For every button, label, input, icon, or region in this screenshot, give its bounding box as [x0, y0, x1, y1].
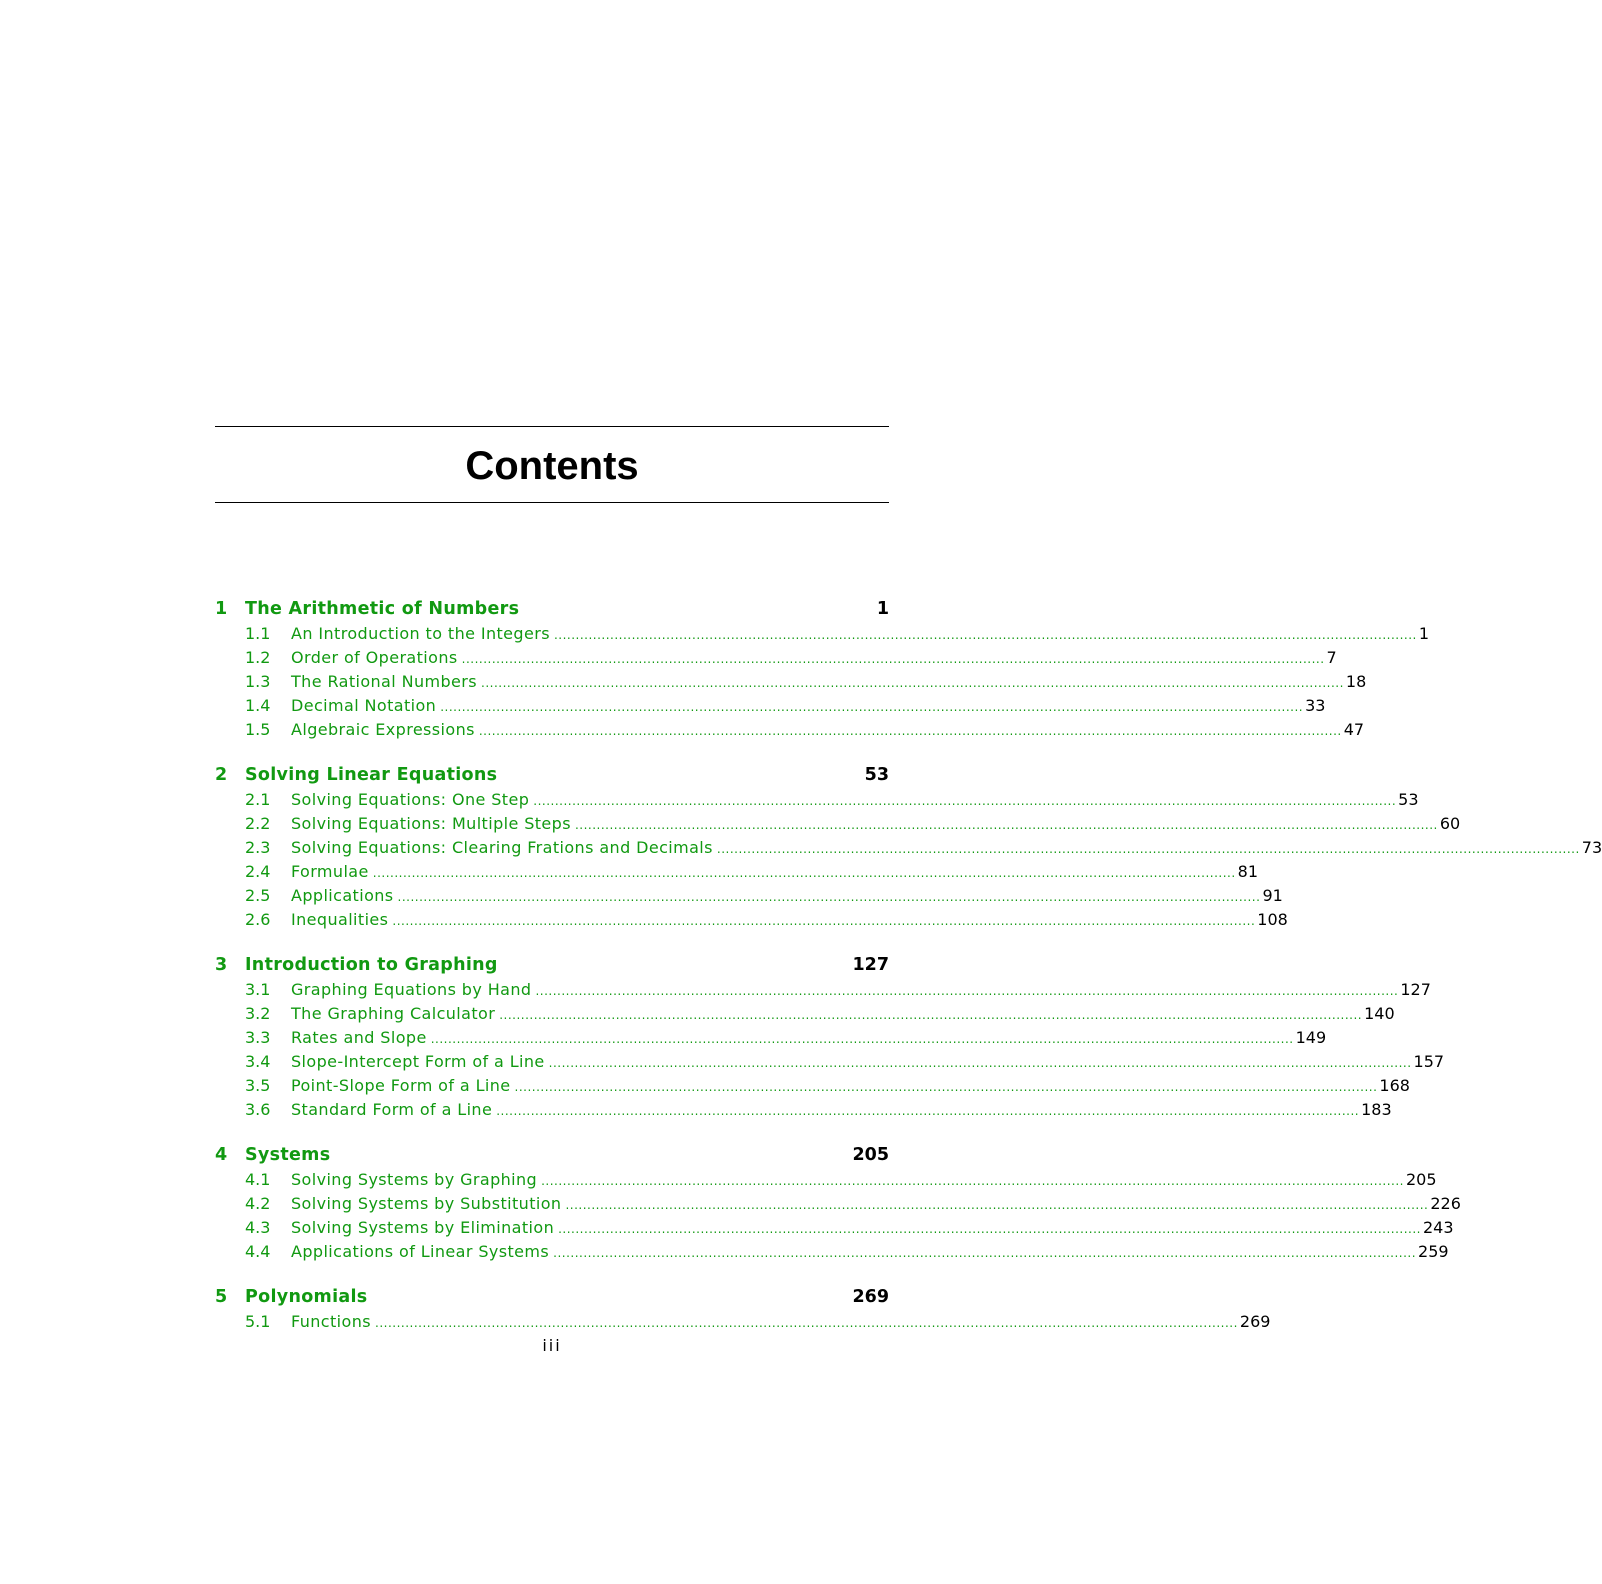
- section-number: 1.2: [245, 648, 271, 667]
- chapter-1: [215, 597, 1430, 742]
- section-row[interactable]: [215, 1192, 1461, 1216]
- chapter-page: 205: [852, 1145, 889, 1165]
- section-title-link[interactable]: Standard Form of a Line: [291, 1100, 493, 1119]
- dot-leader: ........................................................................................................................................................................................................: [397, 890, 1261, 904]
- section-number: 1.3: [245, 672, 271, 691]
- chapter-number: 1: [215, 599, 228, 619]
- section-row[interactable]: [215, 812, 1461, 836]
- dot-leader: ........................................................................................................................................................................................................: [496, 1104, 1360, 1118]
- dot-leader: ........................................................................................................................................................................................................: [514, 1080, 1378, 1094]
- section-page: 149: [1295, 1028, 1327, 1047]
- section-row[interactable]: [215, 646, 1337, 670]
- section-page: 33: [1305, 696, 1326, 715]
- chapter-page: 1: [876, 599, 889, 619]
- section-number: 2.1: [245, 790, 271, 809]
- section-title-link[interactable]: Solving Equations: Clearing Frations and Decimals: [291, 838, 713, 857]
- section-title-link[interactable]: Applications: [291, 886, 394, 905]
- section-number: 4.1: [245, 1170, 271, 1189]
- section-page: 243: [1423, 1218, 1454, 1237]
- section-number: 3.4: [245, 1052, 271, 1071]
- section-page: 259: [1418, 1242, 1449, 1261]
- dot-leader: ........................................................................................................................................................................................................: [478, 724, 1342, 738]
- section-page: 226: [1430, 1194, 1461, 1213]
- dot-leader: ........................................................................................................................................................................................................: [574, 818, 1438, 832]
- section-number: 2.2: [245, 814, 271, 833]
- section-number: 4.4: [245, 1242, 271, 1261]
- chapter-row[interactable]: [215, 1143, 889, 1168]
- dot-leader: ........................................................................................................................................................................................................: [481, 676, 1344, 690]
- section-row[interactable]: [215, 836, 1602, 860]
- section-title-link[interactable]: Point-Slope Form of a Line: [291, 1076, 511, 1095]
- section-page: 157: [1413, 1052, 1445, 1071]
- section-page: 205: [1406, 1170, 1437, 1189]
- chapter-title-link[interactable]: Polynomials: [245, 1287, 368, 1307]
- section-title-link[interactable]: Inequalities: [291, 910, 389, 929]
- section-row[interactable]: [215, 670, 1367, 694]
- section-title-link[interactable]: Rates and Slope: [291, 1028, 427, 1047]
- section-number: 2.3: [245, 838, 271, 857]
- table-of-contents: [215, 597, 1602, 1355]
- section-page: 183: [1361, 1100, 1392, 1119]
- section-number: 3.5: [245, 1076, 271, 1095]
- section-page: 53: [1398, 790, 1419, 809]
- dot-leader: ........................................................................................................................................................................................................: [499, 1008, 1363, 1022]
- dot-leader: ........................................................................................................................................................................................................: [461, 652, 1325, 666]
- section-title-link[interactable]: An Introduction to the Integers: [291, 624, 550, 643]
- section-title-link[interactable]: Solving Systems by Substitution: [291, 1194, 562, 1213]
- section-number: 3.2: [245, 1004, 271, 1023]
- section-row[interactable]: [215, 978, 1431, 1002]
- section-number: 3.3: [245, 1028, 271, 1047]
- section-title-link[interactable]: Formulae: [291, 862, 369, 881]
- section-row[interactable]: [215, 1310, 1271, 1334]
- chapter-2: [215, 763, 1602, 932]
- section-row[interactable]: [215, 1098, 1392, 1122]
- dot-leader: ........................................................................................................................................................................................................: [440, 700, 1304, 714]
- section-row[interactable]: [215, 908, 1288, 932]
- section-row[interactable]: [215, 1026, 1327, 1050]
- section-page: 7: [1326, 648, 1337, 667]
- dot-leader: ........................................................................................................................................................................................................: [430, 1032, 1294, 1046]
- chapter-number: 5: [215, 1287, 228, 1307]
- section-row[interactable]: [215, 860, 1258, 884]
- chapter-title-link[interactable]: Systems: [245, 1145, 331, 1165]
- chapter-row[interactable]: [215, 763, 889, 788]
- section-page: 108: [1257, 910, 1288, 929]
- section-row[interactable]: [215, 788, 1419, 812]
- section-page: 60: [1439, 814, 1461, 833]
- section-page: 168: [1379, 1076, 1410, 1095]
- section-number: 1.1: [245, 624, 271, 643]
- chapter-title-link[interactable]: Introduction to Graphing: [245, 955, 498, 975]
- chapter-row[interactable]: [215, 1285, 889, 1310]
- chapter-number: 4: [215, 1145, 228, 1165]
- section-title-link[interactable]: Algebraic Expressions: [291, 720, 475, 739]
- section-row[interactable]: [215, 1168, 1437, 1192]
- chapter-page: 53: [864, 765, 889, 785]
- dot-leader: ........................................................................................................................................................................................................: [716, 842, 1580, 856]
- section-number: 3.6: [245, 1100, 271, 1119]
- dot-leader: ........................................................................................................................................................................................................: [553, 1246, 1417, 1260]
- section-page: 47: [1343, 720, 1365, 739]
- title-rule-top: [215, 426, 889, 427]
- section-title-link[interactable]: Solving Equations: One Step: [291, 790, 530, 809]
- section-row[interactable]: [215, 1240, 1449, 1264]
- page-number: iii: [542, 1336, 562, 1355]
- section-row[interactable]: [215, 622, 1430, 646]
- chapter-page: 269: [852, 1287, 889, 1307]
- section-page: 18: [1345, 672, 1367, 691]
- chapter-row[interactable]: [215, 597, 889, 622]
- section-row[interactable]: [215, 694, 1326, 718]
- section-title-link[interactable]: The Rational Numbers: [291, 672, 478, 691]
- section-number: 3.1: [245, 980, 271, 999]
- section-page: 91: [1262, 886, 1283, 905]
- section-number: 1.5: [245, 720, 271, 739]
- dot-leader: ........................................................................................................................................................................................................: [558, 1222, 1421, 1236]
- section-number: 5.1: [245, 1312, 271, 1331]
- section-number: 4.3: [245, 1218, 271, 1237]
- section-row[interactable]: [215, 1050, 1445, 1074]
- section-row[interactable]: [215, 1002, 1395, 1026]
- section-title-link[interactable]: Functions: [291, 1312, 371, 1331]
- page-title: Contents: [465, 444, 639, 488]
- dot-leader: ........................................................................................................................................................................................................: [535, 984, 1399, 998]
- chapter-4: [215, 1143, 1461, 1264]
- section-number: 2.6: [245, 910, 271, 929]
- dot-leader: ........................................................................................................................................................................................................: [372, 866, 1236, 880]
- section-title-link[interactable]: The Graphing Calculator: [291, 1004, 496, 1023]
- section-number: 2.4: [245, 862, 271, 881]
- dot-leader: ........................................................................................................................................................................................................: [533, 794, 1397, 808]
- dot-leader: ........................................................................................................................................................................................................: [392, 914, 1256, 928]
- dot-leader: ........................................................................................................................................................................................................: [541, 1174, 1404, 1188]
- section-page: 140: [1364, 1004, 1395, 1023]
- section-number: 1.4: [245, 696, 271, 715]
- section-number: 2.5: [245, 886, 271, 905]
- section-page: 1: [1418, 624, 1430, 643]
- section-title-link[interactable]: Solving Systems by Elimination: [291, 1218, 555, 1237]
- section-title-link[interactable]: Slope-Intercept Form of a Line: [291, 1052, 545, 1071]
- section-page: 127: [1400, 980, 1431, 999]
- section-title-link[interactable]: Order of Operations: [291, 648, 458, 667]
- section-row[interactable]: [215, 1074, 1410, 1098]
- section-page: 81: [1237, 862, 1258, 881]
- section-title-link[interactable]: Applications of Linear Systems: [291, 1242, 550, 1261]
- section-row[interactable]: [215, 1216, 1454, 1240]
- section-title-link[interactable]: Solving Equations: Multiple Steps: [291, 814, 571, 833]
- section-page: 269: [1239, 1312, 1271, 1331]
- chapter-5: [215, 1285, 1271, 1334]
- section-row[interactable]: [215, 718, 1365, 742]
- section-page: 73: [1581, 838, 1602, 857]
- section-number: 4.2: [245, 1194, 271, 1213]
- chapter-number: 2: [215, 765, 228, 785]
- section-title-link[interactable]: Decimal Notation: [291, 696, 437, 715]
- chapter-title-link[interactable]: The Arithmetic of Numbers: [245, 599, 520, 619]
- title-rule-bottom: [215, 502, 889, 503]
- chapter-page: 127: [852, 955, 889, 975]
- section-title-link[interactable]: Solving Systems by Graphing: [291, 1170, 538, 1189]
- section-title-link[interactable]: Graphing Equations by Hand: [291, 980, 532, 999]
- dot-leader: ........................................................................................................................................................................................................: [565, 1198, 1429, 1212]
- chapter-3: [215, 953, 1445, 1122]
- chapter-row[interactable]: [215, 953, 889, 978]
- chapter-title-link[interactable]: Solving Linear Equations: [245, 765, 498, 785]
- dot-leader: ........................................................................................................................................................................................................: [553, 628, 1417, 642]
- dot-leader: ........................................................................................................................................................................................................: [375, 1316, 1238, 1330]
- section-row[interactable]: [215, 884, 1283, 908]
- chapter-number: 3: [215, 955, 228, 975]
- dot-leader: ........................................................................................................................................................................................................: [548, 1056, 1412, 1070]
